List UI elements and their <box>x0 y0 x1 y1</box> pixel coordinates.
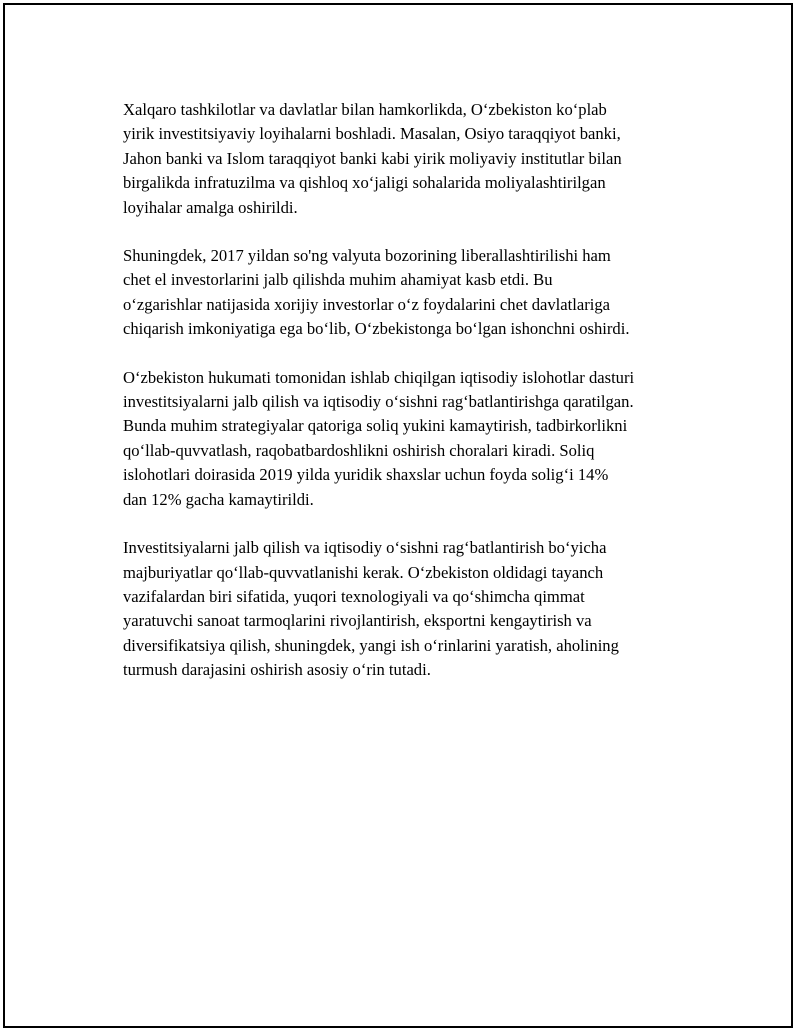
paragraph-line: yaratuvchi sanoat tarmoqlarini rivojlantirish, eksportni kengaytirish va <box>123 611 592 631</box>
paragraph-line: chiqarish imkoniyatiga ega bo‘lib, O‘zbekistonga bo‘lgan ishonchni oshirdi. <box>123 319 630 339</box>
paragraph-4 <box>123 536 723 682</box>
paragraph-line: vazifalardan biri sifatida, yuqori texnologiyali va qo‘shimcha qimmat <box>123 586 585 606</box>
paragraph-1 <box>123 98 723 220</box>
paragraph-line: birgalikda infratuzilma va qishloq xo‘jaligi sohalarida moliyalashtirilgan <box>123 173 606 193</box>
paragraph-line: Shuningdek, 2017 yildan so'ng valyuta bozorining liberallashtirilishi ham <box>123 246 611 266</box>
paragraph-line: diversifikatsiya qilish, shuningdek, yangi ish o‘rinlarini yaratish, aholining <box>123 635 619 655</box>
paragraph-line: o‘zgarishlar natijasida xorijiy investorlar o‘z foydalarini chet davlatlariga <box>123 294 611 314</box>
paragraph-line: chet el investorlarini jalb qilishda muhim ahamiyat kasb etdi. Bu <box>123 270 553 290</box>
paragraph-2 <box>123 244 723 342</box>
paragraph-line: Jahon banki va Islom taraqqiyot banki kabi yirik moliyaviy institutlar bilan <box>123 148 622 168</box>
paragraph-line: Investitsiyalarni jalb qilish va iqtisodiy o‘sishni rag‘batlantirish bo‘yicha <box>123 538 607 558</box>
paragraph-line: investitsiyalarni jalb qilish va iqtisodiy o‘sishni rag‘batlantirishga qaratilgan. <box>123 392 634 412</box>
paragraph-line: majburiyatlar qo‘llab-quvvatlanishi kerak. O‘zbekiston oldidagi tayanch <box>123 562 604 582</box>
paragraph-line: O‘zbekiston hukumati tomonidan ishlab chiqilgan iqtisodiy islohotlar dasturi <box>123 367 635 387</box>
paragraph-line: islohotlari doirasida 2019 yilda yuridik shaxslar uchun foyda solig‘i 14% <box>123 465 609 485</box>
page-frame <box>3 3 793 1028</box>
paragraph-3 <box>123 366 723 512</box>
paragraph-line: Xalqaro tashkilotlar va davlatlar bilan hamkorlikda, O‘zbekiston ko‘plab <box>123 100 607 119</box>
paragraph-line: Bunda muhim strategiyalar qatoriga soliq yukini kamaytirish, tadbirkorlikni <box>123 416 628 436</box>
paragraph-line: turmush darajasini oshirish asosiy o‘rin tutadi. <box>123 660 431 680</box>
paragraph-line: dan 12% gacha kamaytirildi. <box>123 489 314 509</box>
paragraph-line: yirik investitsiyaviy loyihalarni boshladi. Masalan, Osiyo taraqqiyot banki, <box>123 124 621 144</box>
paragraph-line: loyihalar amalga oshirildi. <box>123 197 298 217</box>
document-body <box>123 98 723 707</box>
paragraph-line: qo‘llab-quvvatlash, raqobatbardoshlikni oshirish choralari kiradi. Soliq <box>123 440 595 460</box>
